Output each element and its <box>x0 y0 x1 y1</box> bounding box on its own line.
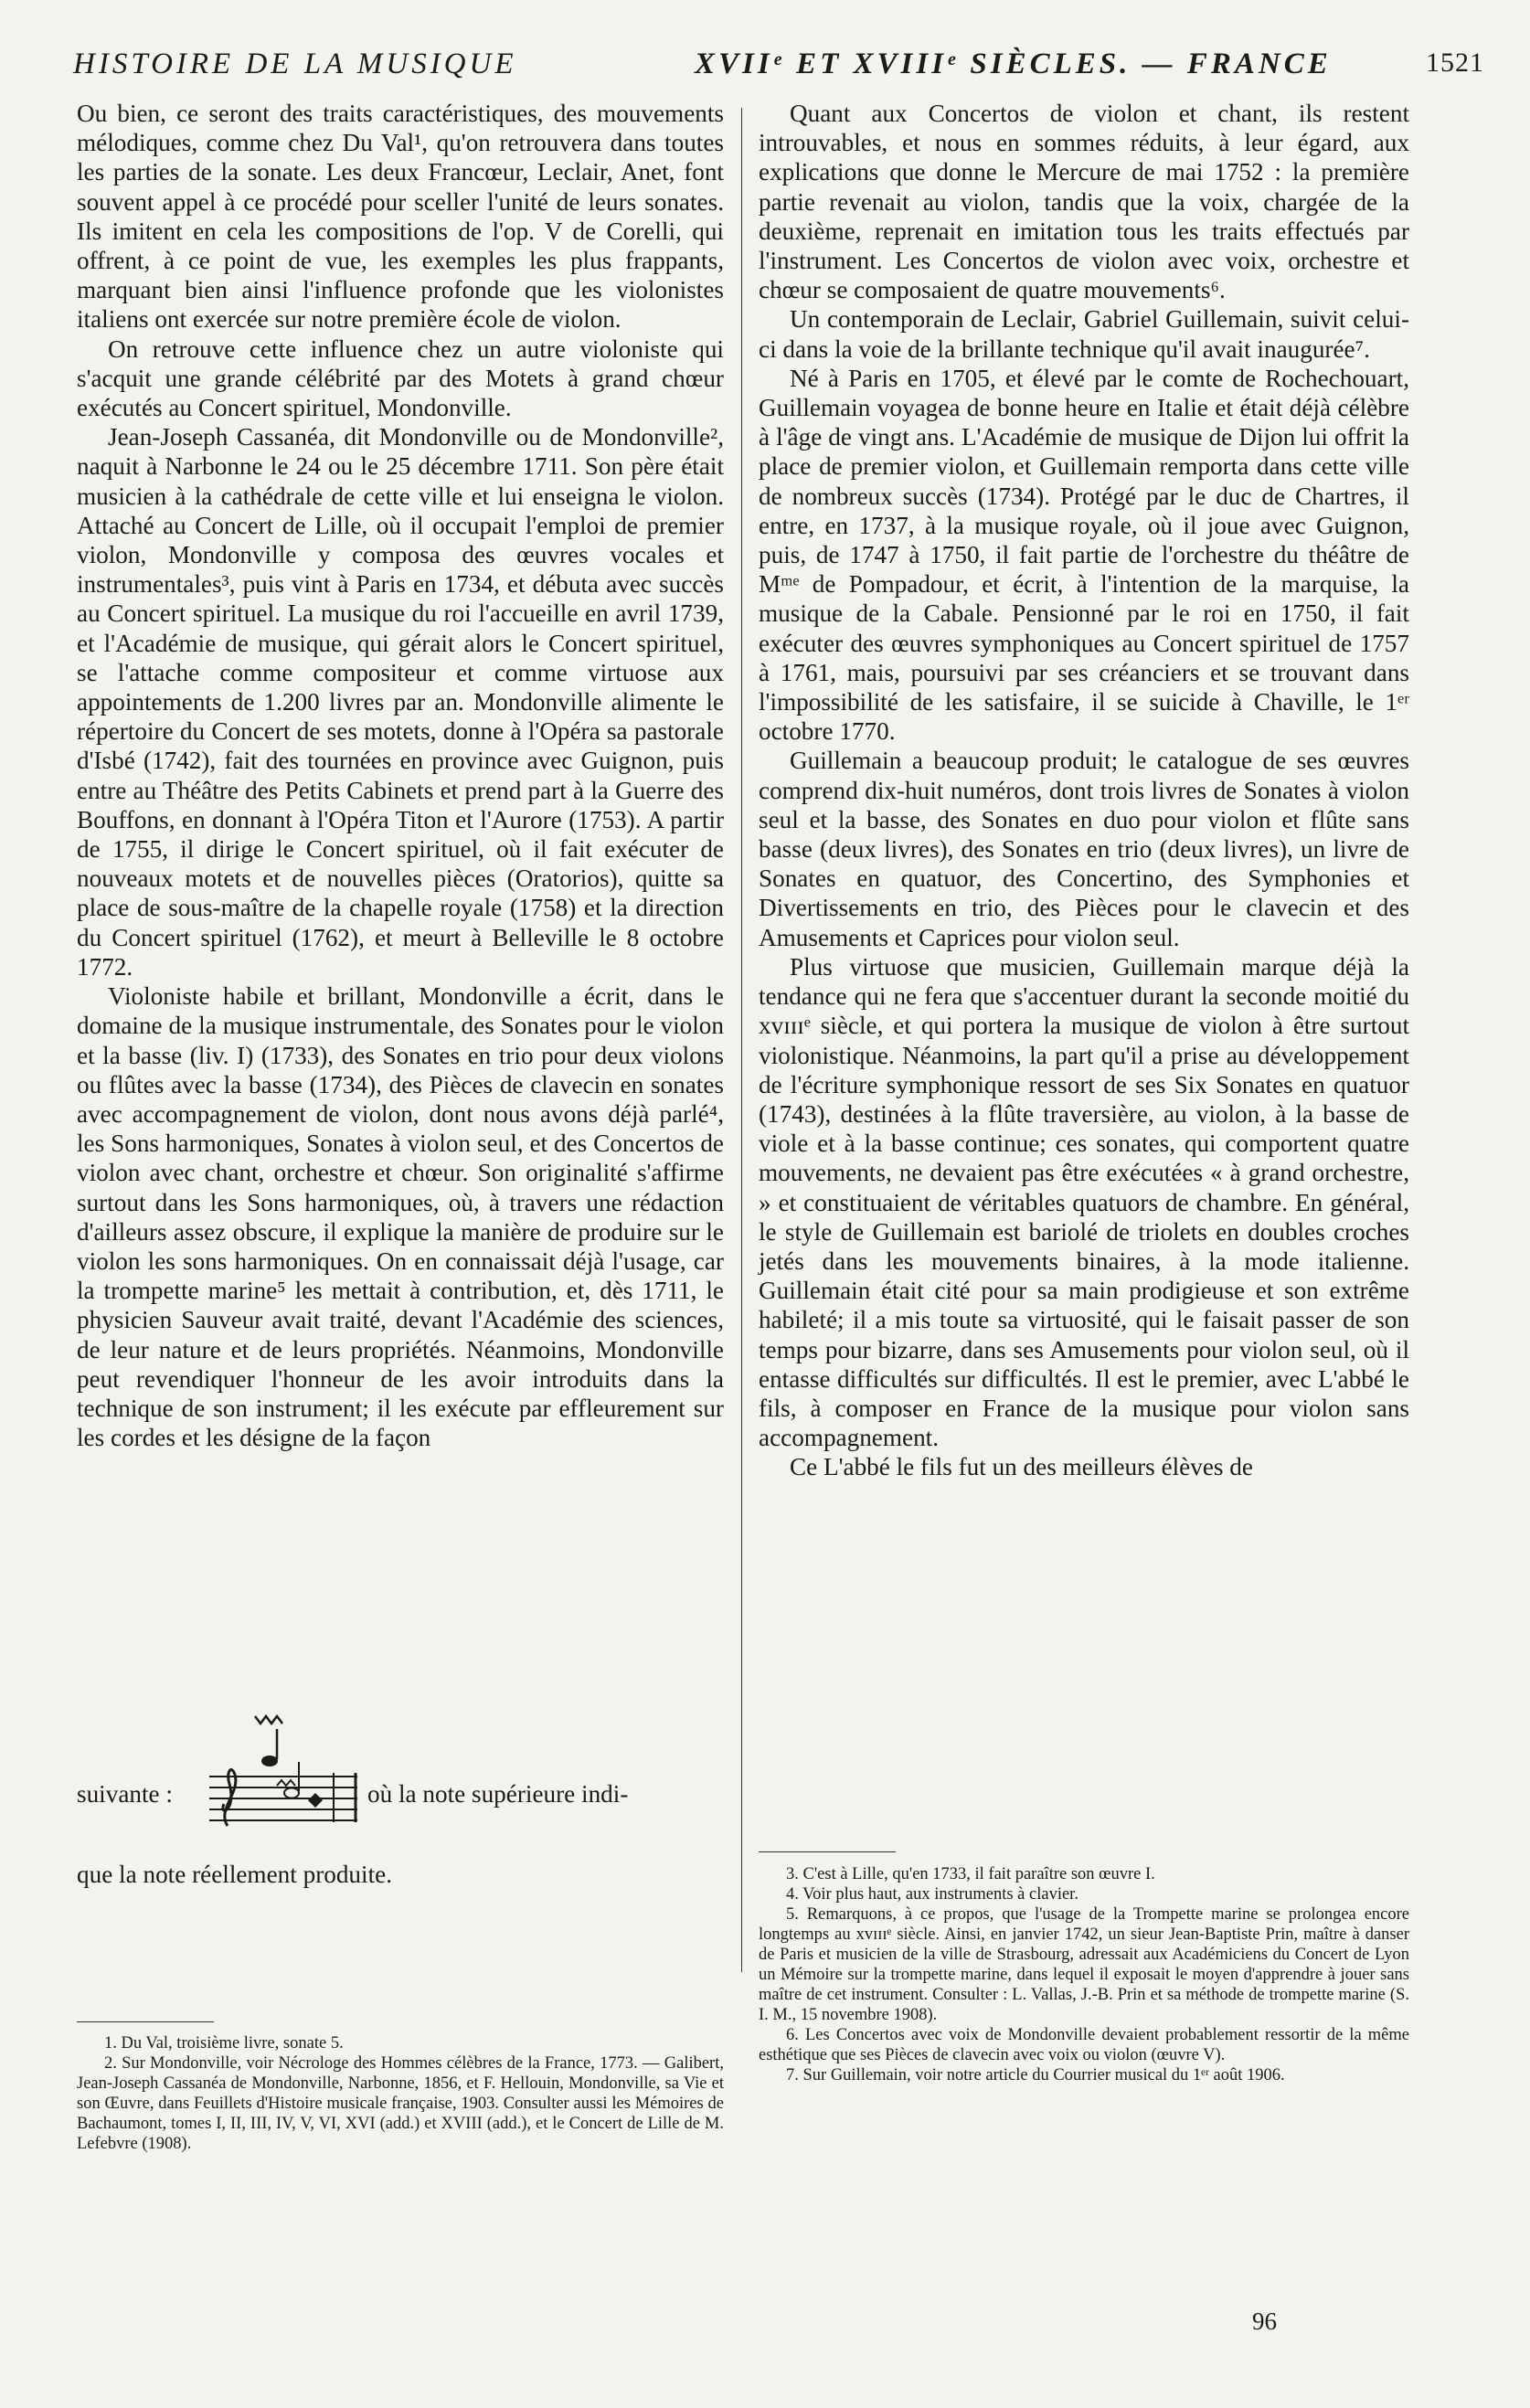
footnote: 5. Remarquons, à ce propos, que l'usage de la Trompette marine se prolongea encore longtemps au xᴠɪɪɪᵉ siècle. Ainsi, en janvier 1742, un sieur Jean-Baptiste Prin, maître à danser de Paris et musicien de la ville de Strasbourg, adressait aux Académiciens du Concert de Lyon un Mémoire sur la trompette marine, dans lequel il exposait le moyen d'apprendre à jouer sans maître de cet instrument. Consulter : L. Vallas, J.-B. Prin et sa méthode de trompette marine (S. I. M., 15 novembre 1908). <box>759 1905 1409 2024</box>
header-title: HISTOIRE DE LA MUSIQUE <box>73 48 517 80</box>
footnote: 2. Sur Mondonville, voir Nécrologe des Hommes célèbres de la France, 1773. — Galibert, Jean-Joseph Cassanéa de Mondonville, Narbonne, 1856, et F. Hellouin, Mondonville, sa Vie et son Œuvre, dans Feuillets d'Histoire musicale française, 1903. Consulter aussi les Mémoires de Bachaumont, tomes I, II, III, IV, V, VI, XVI (add.) et XVIII (add.), et le Concert de Lille de M. Lefebvre (1908). <box>77 2054 724 2153</box>
footnote: 3. C'est à Lille, qu'en 1733, il fait paraître son œuvre I. <box>786 1865 1155 1883</box>
footnote: 6. Les Concertos avec voix de Mondonville devaient probablement ressortir de la même esthétique que ses Pièces de clavecin avec voix ou violon (œuvre V). <box>759 2026 1409 2064</box>
music-notation-figure <box>200 1709 365 1837</box>
running-header <box>73 48 1493 91</box>
footnote: 7. Sur Guillemain, voir notre article du Courrier musical du 1ᵉʳ août 1906. <box>786 2066 1285 2084</box>
footnote: 1. Du Val, troisième livre, sonate 5. <box>104 2034 344 2053</box>
paragraph: Ou bien, ce seront des traits caractéristiques, des mouvements mélodiques, comme chez Du Val¹, qu'on retrouvera dans toutes les parties de la sonate. Les deux Francœur, Leclair, Anet, font souvent appel à ce procédé pour sceller l'unité de leurs sonates. Ils imitent en cela les compositions de l'op. V de Corelli, qui offrent, à ce point de vue, les exemples les plus frappants, marquant bien ainsi l'influence profonde que les violonistes italiens ont exercée sur notre première école de violon. <box>77 100 724 334</box>
music-example <box>77 1709 724 1901</box>
footnotes-right <box>759 1864 1409 2085</box>
column-divider <box>741 108 742 1972</box>
paragraph: On retrouve cette influence chez un autre violoniste qui s'acquit une grande célébrité par des Motets à grand chœur exécutés au Concert spirituel, Mondonville. <box>77 334 724 422</box>
paragraph: Né à Paris en 1705, et élevé par le comte de Rochechouart, Guillemain voyagea de bonne heure en Italie et était déjà célèbre à l'âge de vingt ans. L'Académie de musique de Dijon lui offrit la place de premier violon, et Guillemain remporta dans cette ville de nombreux succès (1734). Protégé par le duc de Chartres, il entre, en 1737, à la musique royale, où il joue avec Guignon, puis, de 1747 à 1750, il fait partie de l'orchestre du théâtre de Mᵐᵉ de Pompadour, et écrit, à l'intention de la marquise, la musique de la Cabale. Pensionné par le roi en 1750, il fait exécuter des œuvres symphoniques au Concert spirituel de 1757 à 1761, mais, poursuivi par ses créanciers et se trouvant dans l'impossibilité de les satisfaire, il se suicide à Chaville, le 1ᵉʳ octobre 1770. <box>759 364 1409 746</box>
footnote-rule-right <box>759 1851 896 1852</box>
paragraph: Guillemain a beaucoup produit; le catalogue de ses œuvres comprend dix-huit numéros, dont trois livres de Sonates à violon seul et la basse, des Sonates en duo pour violon et flûte sans basse (deux livres), des Sonates en trio (deux livres), un livre de Sonates en quatuor, des Concertino, des Symphonies et Divertissements en trio, des Pièces pour le clavecin et des Amusements et Caprices pour violon seul. <box>759 747 1409 951</box>
footnote: 4. Voir plus haut, aux instruments à clavier. <box>786 1885 1078 1904</box>
header-subtitle: XVIIᵉ ET XVIIIᵉ SIÈCLES. — FRANCE <box>695 48 1332 80</box>
footnote-rule-left <box>77 2021 214 2022</box>
paragraph: Plus virtuose que musicien, Guillemain marque déjà la tendance qui ne fera que s'accentuer durant la seconde moitié du xᴠɪɪɪᵉ siècle, et qui portera la musique de violon à être surtout violonistique. Néanmoins, la part qu'il a prise au développement de l'écriture symphonique ressort de ses Six Sonates en quatuor (1743), destinées à la flûte traversière, au violon, à la basse de viole et à la basse continue; ces sonates, qui comportent quatre mouvements, ne devaient pas être exécutées « à grand orchestre, » et constituaient de véritables quatuors de chambre. En général, le style de Guillemain est bariolé de triolets en doubles croches jetés dans les mouvements binaires, à la mode italienne. Guillemain était cité pour sa main prodigieuse et son extrême habileté; il a mis toute sa virtuosité, qui le faisait passer de son temps pour bizarre, dans ses Amusements pour violon seul, où il entasse difficultés sur difficultés. Il est le premier, avec L'abbé le fils, à composer en France de la musique pour violon sans accompagnement. <box>759 952 1409 1452</box>
paragraph: Quant aux Concertos de violon et chant, ils restent introuvables, et nous en sommes réduits, à leur égard, aux explications que donne le Mercure de mai 1752 : la première partie revenait au violon, tandis que la voix, chargée de la deuxième, reprenait en imitation tous les traits effectués par l'instrument. Les Concertos de violon avec voix, orchestre et chœur se composaient de quatre mouvements⁶. <box>759 100 1409 304</box>
music-label-after: où la note supérieure indi- <box>367 1780 629 1808</box>
paragraph: Violoniste habile et brillant, Mondonville a écrit, dans le domaine de la musique instrumentale, des Sonates pour le violon et la basse (liv. I) (1733), des Sonates en trio pour deux violons ou flûtes avec la basse (1734), des Pièces de clavecin en sonates avec accompagnement de violon, dont nous avons déjà parlé⁴, les Sons harmoniques, Sonates à violon seul, et des Concertos de violon avec chant, orchestre et chœur. Son originalité s'affirme surtout dans les Sons harmoniques, où, à travers une rédaction d'ailleurs assez obscure, il explique la manière de produire sur le violon les sons harmoniques. On en connaissait déjà l'usage, car la trompette marine⁵ les mettait à contribution, et, dès 1711, le physicien Sauveur avait traité, devant l'Académie des sciences, de leur nature et de leurs propriétés. Néanmoins, Mondonville peut revendiquer l'honneur de les avoir introduits dans la technique de son instrument; il les exécute par effleurement sur les cordes et les désigne de la façon <box>77 982 724 1452</box>
right-column <box>759 99 1409 1482</box>
paragraph: Jean-Joseph Cassanéa, dit Mondonville ou de Mondonville², naquit à Narbonne le 24 ou le 25 décembre 1711. Son père était musicien à la cathédrale de cette ville et lui enseigna le violon. Attaché au Concert de Lille, où il occupait l'emploi de premier violon, Mondonville y composa des œuvres vocales et instrumentales³, puis vint à Paris en 1734, et débuta avec succès au Concert spirituel. La musique du roi l'accueille en avril 1739, et l'Académie de musique, qui gérait alors le Concert spirituel, se l'attache comme compositeur et comme virtuose aux appointements de 1.200 livres par an. Mondonville alimente le répertoire du Concert de ses motets, donne à l'Opéra sa pastorale d'Isbé (1742), fait des tournées en province avec Guignon, puis entre au Théâtre des Petits Cabinets et prend part à la Guerre des Bouffons, en donnant à l'Opéra Titon et l'Aurore (1753). A partir de 1755, il dirige le Concert spirituel, où il fait exécuter de nouveaux motets et de nouvelles pièces (Oratorios), quitte sa place de sous-maître de la chapelle royale (1758) et la direction du Concert spirituel (1762), et meurt à Belleville le 8 octobre 1772. <box>77 423 724 981</box>
left-column <box>77 99 724 1452</box>
header-page-ref: 1521 <box>1426 48 1484 78</box>
music-label-before: suivante : <box>77 1780 173 1808</box>
page-number: 96 <box>1252 2307 1277 2335</box>
music-label-continuation: que la note réellement produite. <box>77 1861 392 1888</box>
paragraph: Ce L'abbé le fils fut un des meilleurs élèves de <box>790 1453 1253 1481</box>
paragraph: Un contemporain de Leclair, Gabriel Guillemain, suivit celui-ci dans la voie de la brillante technique qu'il avait inaugurée⁷. <box>759 305 1409 363</box>
footnotes-left <box>77 2033 724 2154</box>
